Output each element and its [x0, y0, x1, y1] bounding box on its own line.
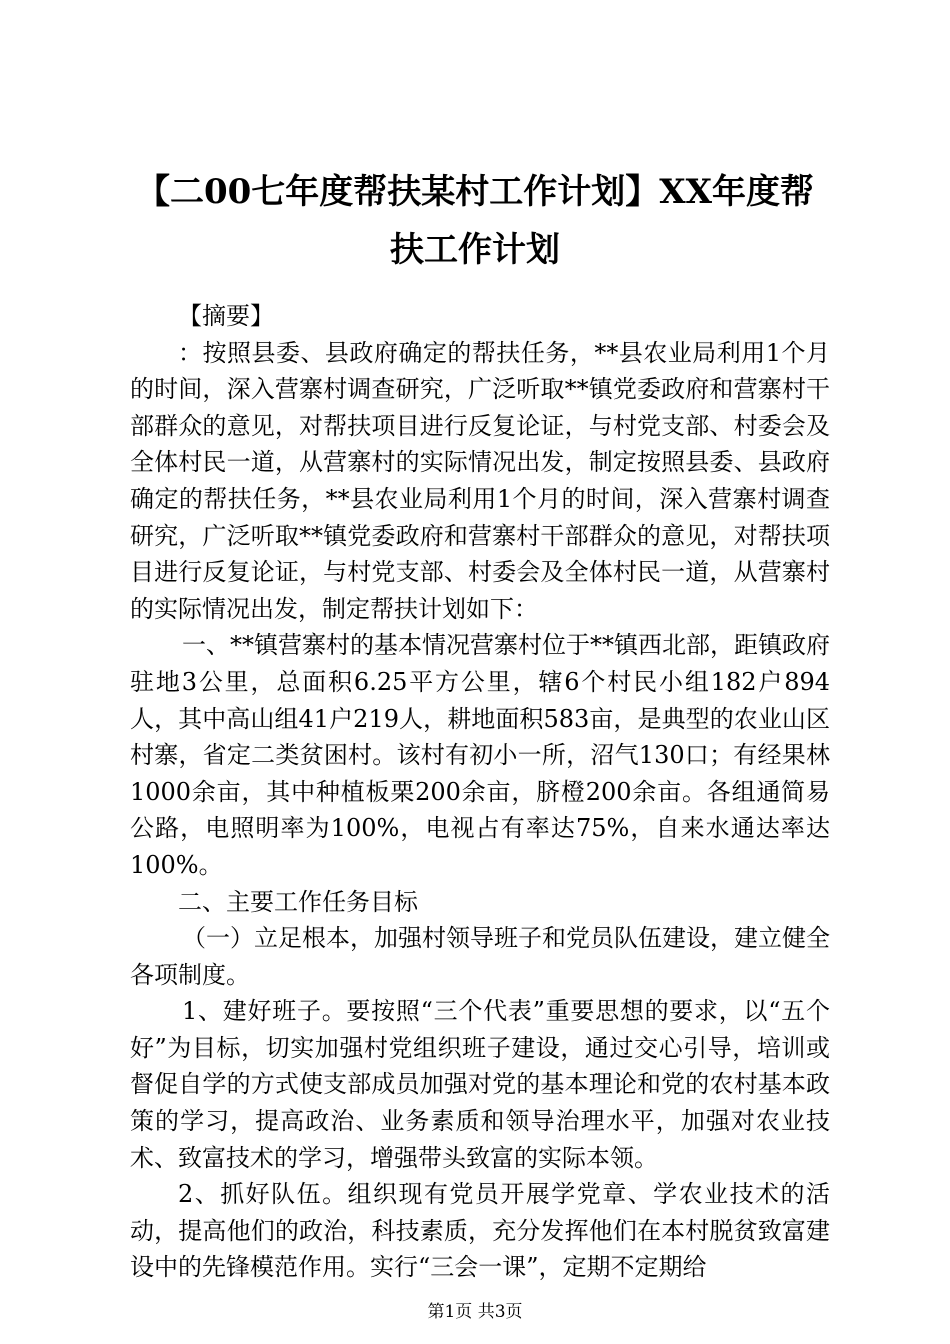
paragraph-build-team: 1、建好班子。要按照“三个代表”重要思想的要求，以“五个好”为目标，切实加强村党组织班子建设，通过交心引导，培训或督促自学的方式使支部成员加强对党的基本理论和党的农村基本政策的学习，提高政治、业务素质和领导治理水平，加强对农业技术、致富技术的学习，增强带头致富的实际本领。	[130, 997, 830, 1172]
paragraph-basic-situation: 一、**镇营寨村的基本情况营寨村位于**镇西北部，距镇政府驻地3公里，总面积6.25平方公里，辖6个村民小组182户894人，其中高山组41户219人，耕地面积583亩，是典型的农业山区村寨，省定二类贫困村。该村有初小一所，沼气130口；有经果林1000余亩，其中种植板栗200余亩，脐橙200余亩。各组通简易公路，电照明率为100%，电视占有率达75%，自来水通达率达100%。	[130, 631, 830, 879]
paragraph-summary: ：按照县委、县政府确定的帮扶任务，**县农业局利用1个月的时间，深入营寨村调查研究，广泛听取**镇党委政府和营寨村干部群众的意见，对帮扶项目进行反复论证，与村党支部、村委会及全体村民一道，从营寨村的实际情况出发，制定按照县委、县政府确定的帮扶任务，**县农业局利用1个月的时间，深入营寨村调查研究，广泛听取**镇党委政府和营寨村干部群众的意见，对帮扶项目进行反复论证，与村党支部、村委会及全体村民一道，从营寨村的实际情况出发，制定帮扶计划如下：	[130, 338, 830, 623]
document-body	[130, 298, 830, 1286]
page-footer: 第1页 共3页	[427, 1302, 523, 1322]
subheading-leadership: （一）立足根本，加强村领导班子和党员队伍建设，建立健全各项制度。	[130, 924, 830, 989]
document-title: 【二00七年度帮扶某村工作计划】XX年度帮扶工作计划	[135, 172, 815, 270]
heading-main-tasks: 二、主要工作任务目标	[178, 887, 418, 916]
paragraph-grasp-team: 2、抓好队伍。组织现有党员开展学党章、学农业技术的活动，提高他们的政治，科技素质，充分发挥他们在本村脱贫致富建设中的先锋模范作用。实行“三会一课”，定期不定期给	[130, 1180, 830, 1282]
abstract-label: 【摘要】	[178, 302, 274, 330]
